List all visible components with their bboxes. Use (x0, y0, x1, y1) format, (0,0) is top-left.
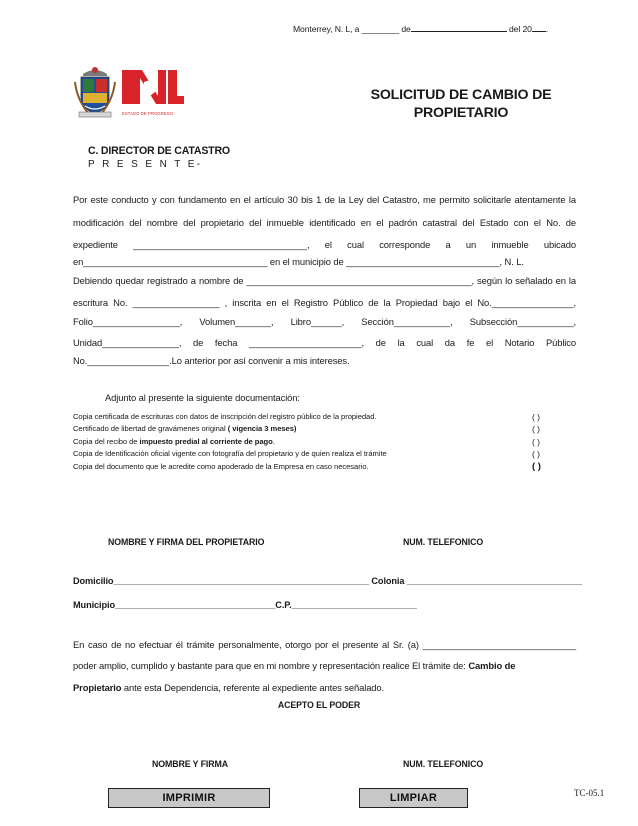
date-line (293, 22, 548, 34)
date-month-line (411, 22, 507, 32)
proxy-line-2: poder amplio, cumplido y bastante para que en mi nombre y representación realice El trámite de: Cambio de (73, 660, 516, 671)
date-end: . (545, 24, 549, 34)
clear-button[interactable]: LIMPIAR (359, 788, 468, 808)
acepto-el-poder-label: ACEPTO EL PODER (277, 700, 361, 710)
body-line-5: Debiendo quedar registrado a nombre de ____________________________________________, según lo señalado en la (73, 275, 576, 286)
date-de: de (399, 24, 411, 34)
form-title-line2: PROPIETARIO (413, 105, 509, 121)
doc-checkbox-escrituras[interactable]: ( ) (532, 412, 540, 422)
coat-of-arms-icon (73, 64, 117, 120)
municipio-field[interactable]: Municipio________________________________C.P._________________________ (73, 600, 417, 610)
form-title-line1: SOLICITUD DE CAMBIO DE (370, 87, 552, 103)
nl-logo (122, 66, 184, 122)
body-line-9: No.________________.Lo anterior por así convenir a mis intereses. (73, 355, 350, 366)
owner-signature-label: NOMBRE Y FIRMA DEL PROPIETARIO (108, 537, 265, 547)
doc-checkbox-apoderado[interactable]: ( ) (532, 461, 541, 472)
date-day-blank: ________ (361, 24, 400, 34)
body-line-2: modificación del nombre del propietario del inmueble identificado en el padrón catastral del Estado con el No. de (73, 217, 576, 228)
body-line-4: en____________________________________ en el municipio de ______________________________, N. L. (73, 256, 524, 267)
body-line-3: expediente __________________________________, el cual corresponde a un inmueble ubicado (73, 239, 576, 250)
form-code: TC-05.1 (574, 788, 605, 798)
doc-item-escrituras: Copia certificada de escrituras con datos de inscripción del registro público de la propiedad. ( ) (73, 412, 540, 422)
proxy-phone-label: NUM. TELEFONICO (403, 759, 484, 769)
doc-item-apoderado: Copia del documento que le acredite como apoderado de la Empresa en caso necesario. ( ) (73, 461, 541, 472)
addressee-name: C. DIRECTOR DE CATASTRO (88, 145, 230, 157)
doc-checkbox-predial[interactable]: ( ) (532, 437, 540, 447)
date-prefix: Monterrey, N. L, a (293, 24, 362, 34)
domicilio-field[interactable]: Domicilio___________________________________________________ Colonia ___________________________________ (73, 576, 583, 586)
proxy-signature-label: NOMBRE Y FIRMA (152, 759, 228, 769)
presente-text: P R E S E N T E- (88, 159, 203, 170)
docs-intro: Adjunto al presente la siguiente documentación: (105, 392, 300, 403)
proxy-line-3: Propietario ante esta Dependencia, referente al expediente antes señalado. (73, 682, 385, 693)
body-line-8: Unidad_______________, de fecha ______________________, de la cual da fe el Notario Público (73, 337, 576, 348)
body-line-6: escritura No. _________________ , inscrita en el Registro Público de la Propiedad bajo el No.________________, (73, 297, 576, 308)
date-del: del 20 (506, 24, 532, 34)
doc-checkbox-identificacion[interactable]: ( ) (532, 449, 540, 459)
doc-item-gravamenes: Certificado de libertad de gravámenes original ( vigencia 3 meses) ( ) (73, 424, 540, 434)
doc-item-predial: Copia del recibo de impuesto predial al corriente de pago. ( ) (73, 437, 540, 447)
body-line-1: Por este conducto y con fundamento en el artículo 30 bis 1 de la Ley del Catastro, me permito solicitarle atentamente la (73, 194, 576, 205)
body-line-7: Folio_________________, Volumen_______, Libro______, Sección___________, Subsección___________, (73, 316, 576, 327)
proxy-line-1: En caso de no efectuar él trámite personalmente, otorgo por el presente al Sr. (a) ______________________________ (73, 639, 576, 650)
doc-item-identificacion: Copia de Identificación oficial vigente con fotografía del propietario y de quien realiza el trámite ( ) (73, 449, 540, 459)
doc-checkbox-gravamenes[interactable]: ( ) (532, 424, 540, 434)
print-button[interactable]: IMPRIMIR (108, 788, 270, 808)
estado-de-progreso-text: ESTADO DE PROGRESO (122, 111, 174, 116)
form-title (350, 86, 572, 122)
owner-phone-label: NUM. TELEFONICO (403, 537, 484, 547)
date-year-line (532, 22, 549, 34)
nl-logo-icon (122, 66, 184, 110)
